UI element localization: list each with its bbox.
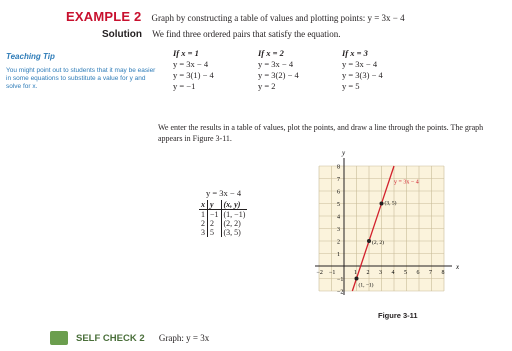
y-tick-label: 4	[337, 214, 340, 221]
x-axis-label: x	[456, 263, 460, 271]
line-equation-label: y = 3x − 4	[394, 179, 419, 186]
y-tick-label: 5	[337, 202, 340, 208]
data-point	[367, 239, 371, 243]
y-tick-label: 8	[337, 164, 340, 171]
table-cell: 3	[199, 228, 208, 237]
y-axis-label: y	[342, 150, 346, 157]
self-check	[50, 333, 209, 344]
table-cell: (3, 5)	[223, 228, 241, 237]
case-condition: If x = 2	[258, 48, 284, 58]
solution-label: Solution	[102, 29, 142, 40]
x-tick-label: 8	[441, 270, 445, 276]
table-cell: 2	[199, 219, 208, 228]
x-tick-label: 7	[429, 270, 432, 276]
table-cell: 5	[208, 228, 222, 237]
x-tick-label: −2	[316, 270, 323, 276]
table-cell: (1, −1)	[223, 210, 246, 219]
table-row	[199, 228, 247, 237]
explanation-paragraph: We enter the results in a table of values, plot the points, and draw a line through the points. The graph appears in Figure 3-11.	[158, 123, 484, 143]
x-tick-label: 5	[404, 270, 407, 276]
values-table	[199, 200, 247, 237]
y-tick-label: 1	[337, 252, 340, 258]
y-tick-label: 6	[337, 189, 340, 196]
solution-text: We find three ordered pairs that satisfy the equation.	[152, 29, 341, 39]
y-tick-label: 2	[337, 239, 340, 246]
coordinate-graph	[282, 150, 494, 310]
y-tick-label: 3	[337, 227, 340, 233]
case-result: y = −1	[173, 81, 196, 91]
case-step: y = 3x − 4	[342, 59, 378, 69]
case-x1	[173, 48, 214, 92]
data-point	[380, 202, 384, 206]
table-equation: y = 3x − 4	[206, 188, 242, 198]
point-label: (2, 2)	[372, 240, 384, 246]
case-step: y = 3x − 4	[258, 59, 294, 69]
table-cell: (2, 2)	[223, 219, 241, 228]
x-tick-label: 3	[379, 270, 382, 276]
point-label: (3, 5)	[384, 200, 397, 207]
x-tick-label: 4	[391, 270, 395, 276]
y-tick-label: −1	[337, 277, 344, 283]
case-result: y = 2	[258, 81, 276, 91]
table-cell: 2	[208, 219, 222, 228]
teaching-tip-body: You might point out to students that it may be easier in some equations to substitute a value for y and solve for x.	[6, 67, 156, 90]
case-step: y = 3(1) − 4	[173, 70, 214, 80]
x-tick-label: −1	[329, 270, 336, 276]
self-check-text: Graph: y = 3x	[158, 333, 210, 343]
case-x3	[342, 48, 383, 92]
y-tick-label: 7	[337, 177, 340, 183]
table-cell: −1	[208, 210, 222, 220]
example-label: EXAMPLE 2	[66, 9, 142, 24]
data-point	[355, 277, 359, 281]
solution-line	[102, 29, 341, 40]
table-header-row	[199, 200, 247, 210]
x-tick-label: 6	[416, 270, 420, 276]
point-label: (1, −1)	[358, 282, 374, 289]
x-tick-label: 1	[354, 270, 357, 276]
case-step: y = 3x − 4	[173, 59, 209, 69]
case-result: y = 5	[342, 81, 360, 91]
table-header-x: x	[199, 200, 208, 210]
table-row	[199, 219, 247, 228]
figure-caption: Figure 3-11	[378, 311, 418, 320]
case-step: y = 3(3) − 4	[342, 70, 383, 80]
example-statement: Graph by constructing a table of values and plotting points: y = 3x − 4	[151, 13, 405, 23]
self-check-label: SELF CHECK 2	[76, 333, 145, 344]
example-heading	[66, 8, 405, 26]
y-tick-label: −2	[337, 289, 344, 296]
table-header-y: y	[208, 200, 222, 210]
case-step: y = 3(2) − 4	[258, 70, 299, 80]
case-condition: If x = 3	[342, 48, 368, 58]
checkmark-icon	[50, 331, 68, 345]
case-condition: If x = 1	[173, 48, 199, 58]
table-cell: 1	[199, 210, 208, 220]
teaching-tip-title: Teaching Tip	[6, 52, 55, 61]
case-x2	[258, 48, 299, 92]
table-header-xy: (x, y)	[221, 200, 247, 210]
x-tick-label: 2	[366, 270, 370, 276]
table-row	[199, 210, 247, 220]
